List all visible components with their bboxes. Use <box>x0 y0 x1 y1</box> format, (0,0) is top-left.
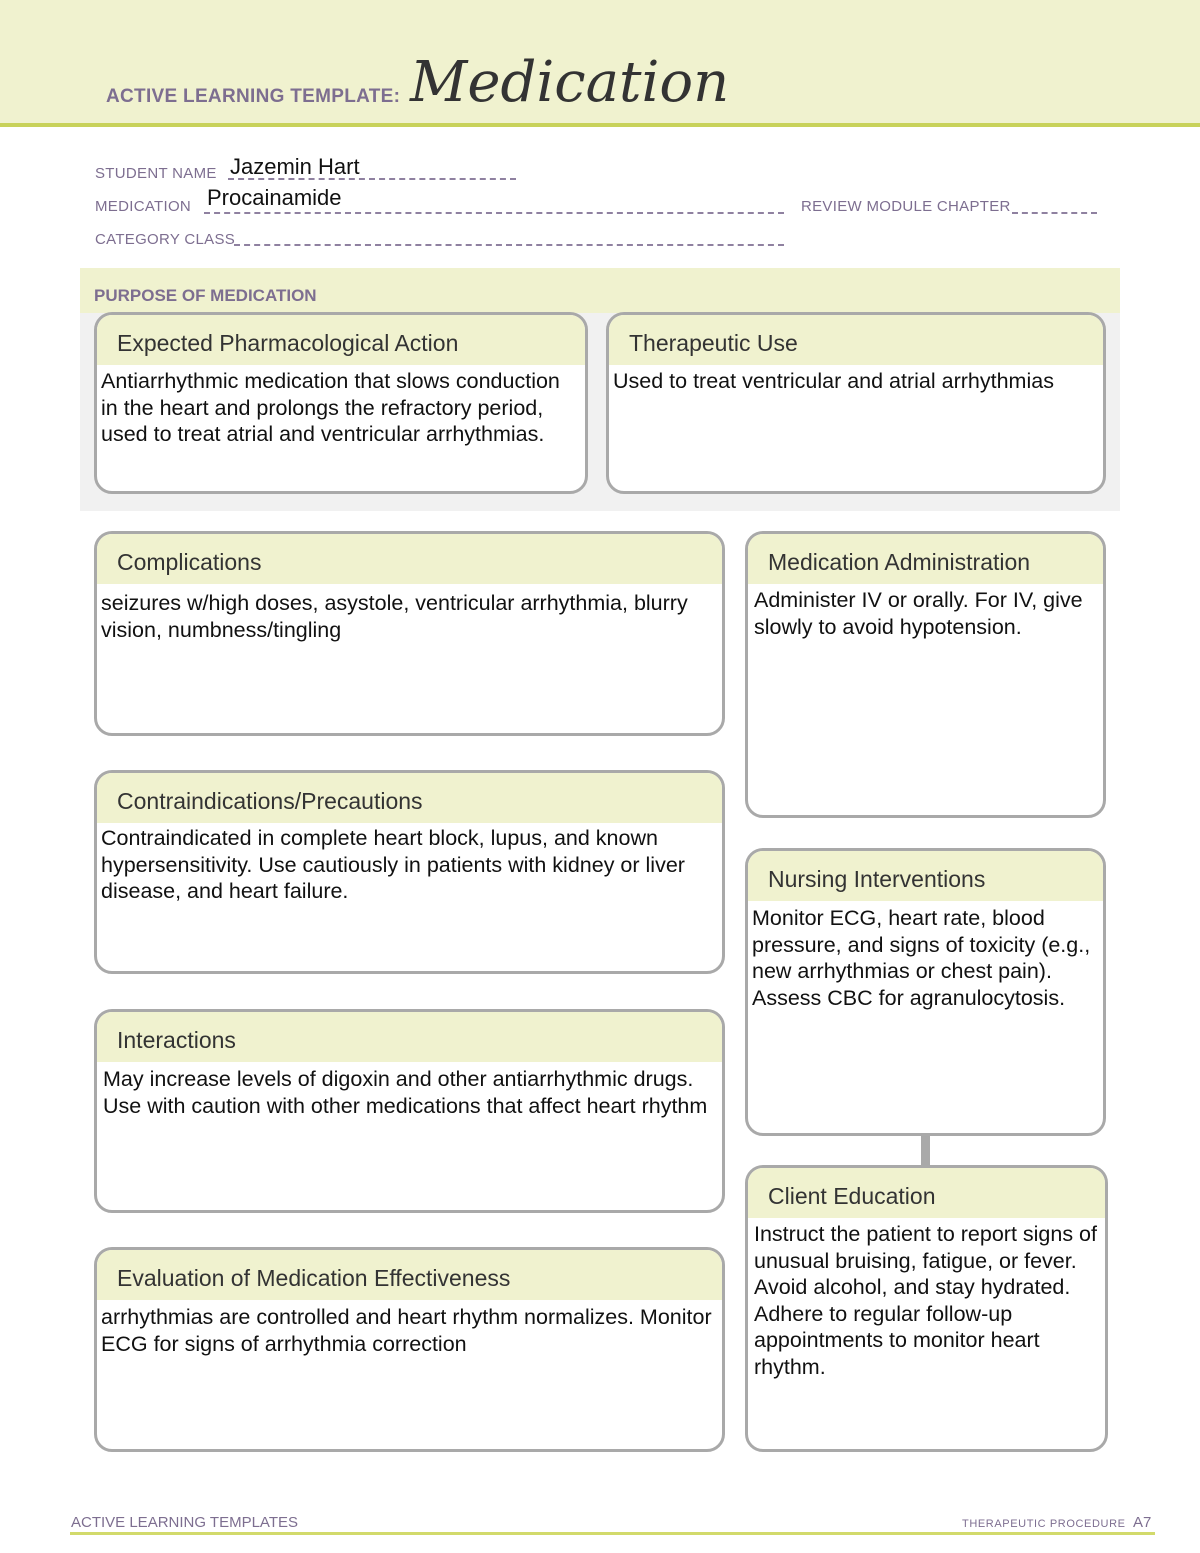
medication-administration-box <box>745 531 1106 818</box>
box-title: Complications <box>97 534 722 584</box>
interactions-box <box>94 1009 725 1213</box>
expected-action-box <box>94 312 588 494</box>
review-module-label: REVIEW MODULE CHAPTER <box>801 198 1011 215</box>
evaluation-box <box>94 1247 725 1452</box>
page-title: Medication <box>410 50 730 115</box>
box-text[interactable]: arrhythmias are controlled and heart rhythm normalizes. Monitor ECG for signs of arrhythmia correction <box>101 1305 712 1356</box>
category-class-field[interactable] <box>234 244 784 246</box>
connector-line <box>921 1135 930 1167</box>
student-name-field[interactable]: Jazemin Hart <box>230 154 360 179</box>
footer-section: THERAPEUTIC PROCEDURE <box>962 1518 1126 1530</box>
box-title: Client Education <box>748 1168 1105 1218</box>
box-text[interactable]: Instruct the patient to report signs of unusual bruising, fatigue, or fever. Avoid alcohol, and stay hydrated. Adhere to regular follow-up appointments to monitor heart rhythm. <box>754 1222 1097 1379</box>
box-title: Interactions <box>97 1012 722 1062</box>
client-education-box <box>745 1165 1108 1452</box>
box-text[interactable]: Administer IV or orally. For IV, give slowly to avoid hypotension. <box>754 588 1083 639</box>
box-text[interactable]: May increase levels of digoxin and other antiarrhythmic drugs. Use with caution with other medications that affect heart rhythm <box>103 1067 708 1118</box>
purpose-title: PURPOSE OF MEDICATION <box>94 286 317 305</box>
category-class-label: CATEGORY CLASS <box>95 231 236 248</box>
review-module-field[interactable] <box>1012 212 1097 214</box>
page-number: A7 <box>1133 1514 1152 1531</box>
template-label: ACTIVE LEARNING TEMPLATE: <box>106 86 401 107</box>
box-title: Therapeutic Use <box>609 315 1103 365</box>
header-band <box>0 0 1200 127</box>
box-title: Nursing Interventions <box>748 851 1103 901</box>
box-text[interactable]: Contraindicated in complete heart block, lupus, and known hypersensitivity. Use cautiously in patients with kidney or liver disease, and heart failure. <box>101 826 685 903</box>
box-text[interactable]: Antiarrhythmic medication that slows conduction in the heart and prolongs the refractory period, used to treat atrial and ventricular arrhythmias. <box>101 369 560 446</box>
medication-field[interactable]: Procainamide <box>207 185 342 210</box>
medication-label: MEDICATION <box>95 198 192 215</box>
nursing-interventions-box <box>745 848 1106 1136</box>
box-title: Medication Administration <box>748 534 1103 584</box>
box-text[interactable]: Monitor ECG, heart rate, blood pressure, and signs of toxicity (e.g., new arrhythmias or chest pain). Assess CBC for agranulocytosis. <box>752 906 1091 1010</box>
box-text[interactable]: seizures w/high doses, asystole, ventricular arrhythmia, blurry vision, numbness/tingling <box>101 591 688 642</box>
footer-divider <box>70 1532 1155 1535</box>
box-title: Expected Pharmacological Action <box>97 315 585 365</box>
complications-box <box>94 531 725 736</box>
student-name-label: STUDENT NAME <box>95 165 217 182</box>
footer-left: ACTIVE LEARNING TEMPLATES <box>71 1514 298 1531</box>
therapeutic-use-box <box>606 312 1106 494</box>
contraindications-box <box>94 770 725 974</box>
box-text[interactable]: Used to treat ventricular and atrial arrhythmias <box>613 369 1054 393</box>
box-title: Contraindications/Precautions <box>97 773 722 823</box>
medication-line <box>204 212 784 214</box>
box-title: Evaluation of Medication Effectiveness <box>97 1250 722 1300</box>
